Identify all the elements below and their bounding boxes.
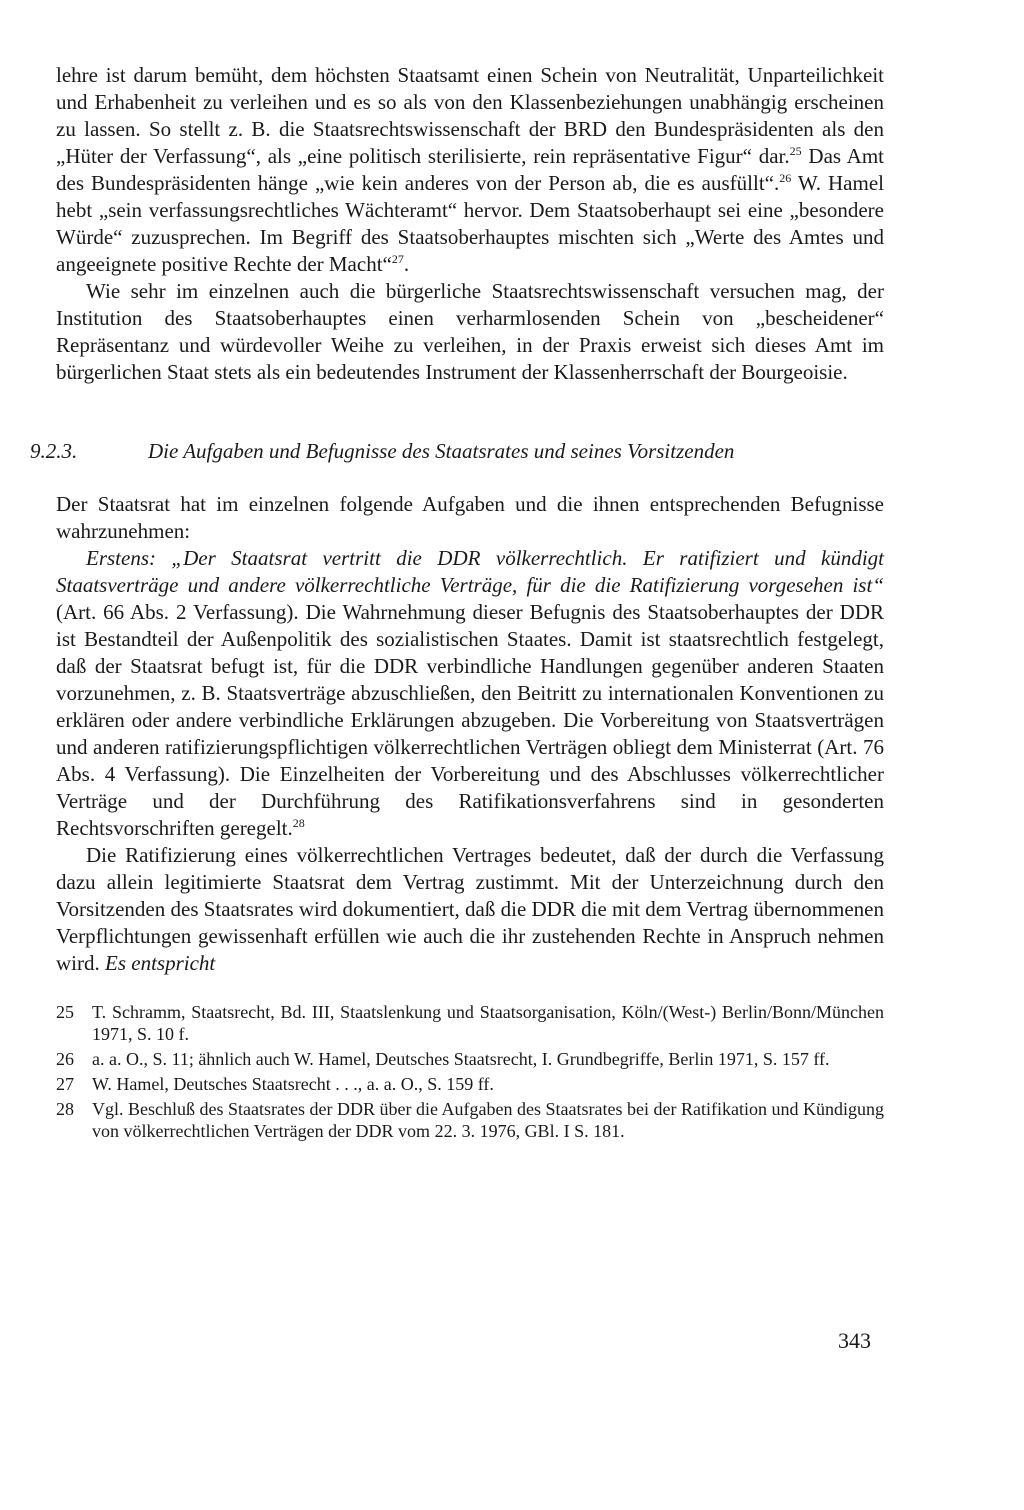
paragraph-text: Das Amt des Bundespräsidenten hänge „wie kein anderes von der Person ab, die es ausfüllt“. [56,144,884,195]
footnote-number: 27 [56,1074,74,1094]
footnote-number: 25 [56,1002,74,1022]
footnote [56,1001,884,1045]
paragraph-first [56,545,884,842]
section-title: Die Aufgaben und Befugnisse des Staatsrates und seines Vorsitzenden [148,439,735,463]
footnotes [56,1001,884,1142]
footnote-text: a. a. O., S. 11; ähnlich auch W. Hamel, Deutsches Staatsrecht, I. Grundbegriffe, Berlin 1971, S. 157 ff. [92,1049,830,1069]
paragraph-text: . [403,252,410,276]
paragraph-intro: Der Staatsrat hat im einzelnen folgende Aufgaben und die ihnen entsprechenden Befugnisse wahrzunehmen: [56,492,884,543]
paragraph-text: W. Hamel hebt „sein verfassungsrechtliches Wächteramt“ hervor. Dem Staatsoberhaupt sei eine „besondere Würde“ zuzusprechen. Im Begriff des Staatsoberhauptes mischten sich „Werte des Amtes und angeeignete positive Rechte der Macht“ [56,171,884,276]
footnote [56,1048,884,1070]
paragraph-continuation [56,62,884,278]
footnote-ref-27[interactable]: 27 [391,252,404,266]
section-heading [30,438,884,465]
quoted-article: Erstens: „Der Staatsrat vertritt die DDR völkerrechtlich. Er ratifiziert und kündigt Staatsverträge und andere völkerrechtliche Verträge, für die die Ratifizierung vorgesehen ist“ [56,546,884,597]
paragraph-ratification [56,842,884,977]
section-body [56,491,884,977]
footnote-text: T. Schramm, Staatsrecht, Bd. III, Staatslenkung und Staatsorganisation, Köln/(West-) Berlin/Bonn/München 1971, S. 10 f. [92,1002,884,1044]
footnote-text: W. Hamel, Deutsches Staatsrecht . . ., a. a. O., S. 159 ff. [92,1074,494,1094]
footnote [56,1073,884,1095]
paragraph-text: lehre ist darum bemüht, dem höchsten Staatsamt einen Schein von Neutralität, Unparteilichkeit und Erhabenheit zu verleihen und es so als von den Klassenbeziehungen unabhängig erscheinen zu lassen. So stellt z. B. die Staatsrechtswissenschaft der BRD den Bundespräsidenten als den „Hüter der Verfassung“, als „eine politisch sterilisierte, rein repräsentative Figur“ dar. [56,63,884,168]
footnote [56,1098,884,1142]
footnote-text: Vgl. Beschluß des Staatsrates der DDR über die Aufgaben des Staatsrates bei der Ratifikation und Kündigung von völkerrechtlichen Verträgen der DDR vom 22. 3. 1976, GBl. I S. 181. [92,1099,884,1141]
footnote-ref-26[interactable]: 26 [779,171,792,185]
page-body [30,62,884,1145]
section-number: 9.2.3. [30,439,78,463]
footnote-number: 26 [56,1049,74,1069]
paragraph-text: Die Ratifizierung eines völkerrechtlichen Vertrages bedeutet, daß der durch die Verfassung dazu allein legitimierte Staatsrat dem Vertrag zustimmt. Mit der Unterzeichnung durch den Vorsitzenden des Staatsrates wird dokumentiert, daß die DDR die mit dem Vertrag übernommenen Verpflichtungen gewissenhaft erfüllen wie auch die ihr zustehenden Rechte in Anspruch nehmen wird. [56,843,884,975]
paragraph-text: (Art. 66 Abs. 2 Verfassung). Die Wahrnehmung dieser Befugnis des Staatsoberhauptes der DDR ist Bestandteil der Außenpolitik des sozialistischen Staates. Damit ist staatsrechtlich festgelegt, daß der Staatsrat befugt ist, für die DDR verbindliche Handlungen gegenüber anderen Staaten vorzunehmen, z. B. Staatsverträge abzuschließen, den Beitritt zu internationalen Konventionen zu erklären oder andere verbindliche Erklärungen abzugeben. Die Vorbereitung von Staatsverträgen und anderen ratifizierungspflichtigen völkerrechtlichen Verträgen obliegt dem Ministerrat (Art. 76 Abs. 4 Verfassung). Die Einzelheiten der Vorbereitung und des Abschlusses völkerrechtlicher Verträge und der Durchführung des Ratifikationsverfahrens sind in gesonderten Rechtsvorschriften geregelt. [56,600,884,840]
paragraph: Wie sehr im einzelnen auch die bürgerliche Staatsrechtswissenschaft versuchen mag, der Institution des Staatsoberhauptes einen verharmlosenden Schein von „bescheidener“ Repräsentanz und würdevoller Weihe zu verleihen, in der Praxis erweist sich dieses Amt im bürgerlichen Staat stets als ein bedeutendes Instrument der Klassenherrschaft der Bourgeoisie. [56,279,884,384]
paragraph-italic-text: Es entspricht [105,951,216,975]
footnote-ref-25[interactable]: 25 [789,144,802,158]
page-number: 343 [838,1328,871,1353]
footnote-number: 28 [56,1099,74,1119]
footnote-ref-28[interactable]: 28 [292,816,305,830]
